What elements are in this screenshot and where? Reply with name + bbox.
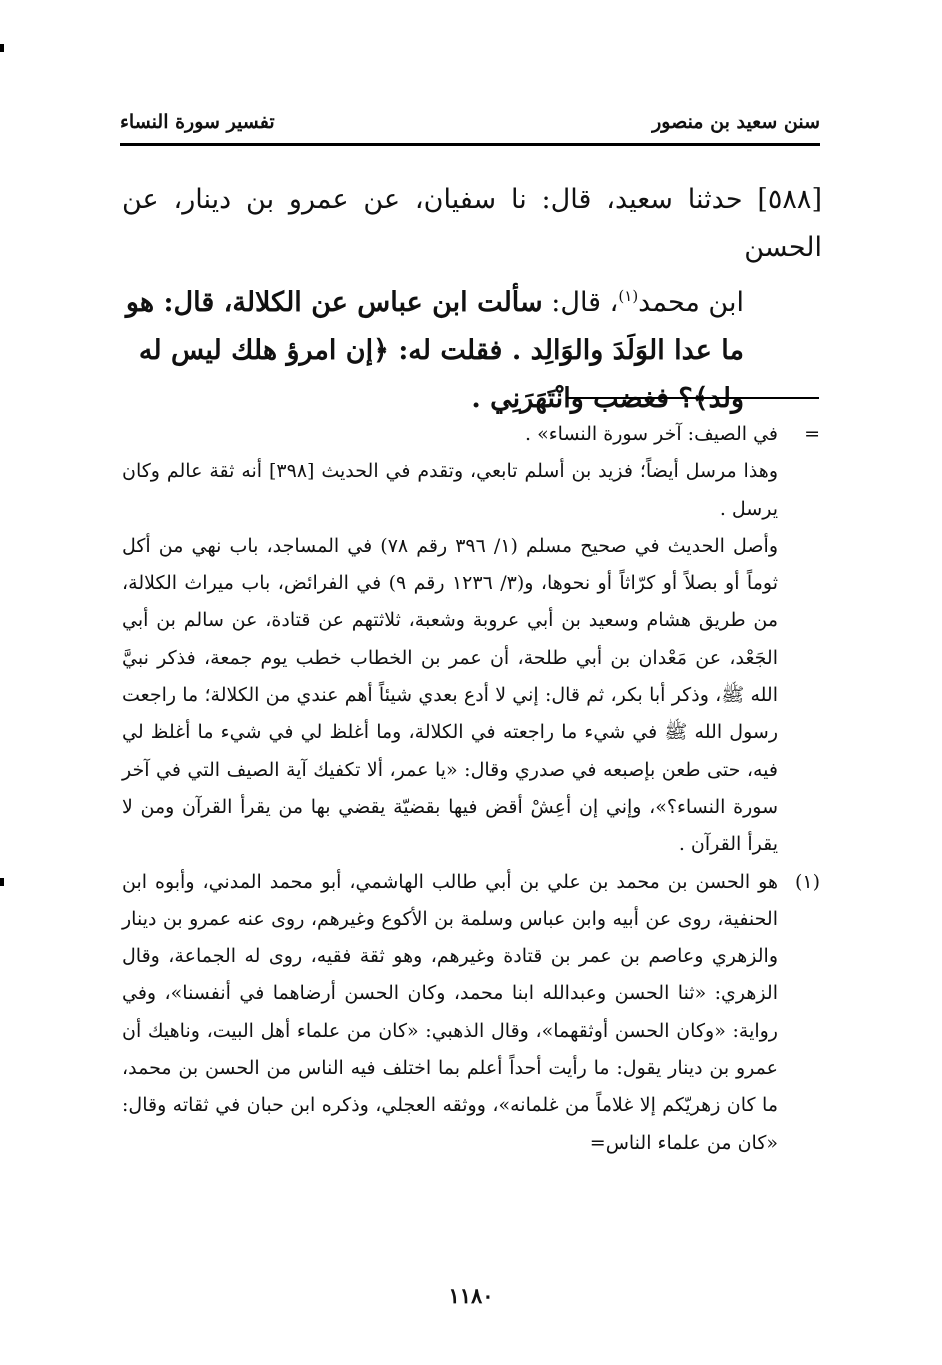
hadith-line-1: حدثنا سعيد، قال: نا سفيان، عن عمرو بن دينار، عن الحسن: [122, 184, 822, 263]
footnote-paragraph: وأصل الحديث في صحيح مسلم (١/ ٣٩٦ رقم ٧٨) في المساجد، باب نهي من أكل ثوماً أو بصلاً أو كرّاثاً أو نحوها، و(٣/ ١٢٣٦ رقم ٩) في الفرائض، باب ميراث الكلالة، من طريق هشام وسعيد بن أبي عروبة وشعبة، ثلاثتهم عن قتادة، عن سالم بن أبي الجَعْد، عن مَعْدان بن أبي طلحة، أن عمر بن الخطاب خطب يوم جمعة، فذكر نبيَّ الله ﷺ، وذكر أبا بكر، ثم قال: إني لا أدع بعدي شيئاً أهم عندي من الكلالة؛ ما راجعت رسول الله ﷺ في شيء ما راجعته في الكلالة، وما أغلظ لي في شيء ما أغلظ لي فيه، حتى طعن بإصبعه في صدري وقال: «يا عمر، ألا تكفيك آية الصيف التي في آخر سورة النساء؟»، وإني إن أعِشْ أقض فيها بقضيّة يقضي بها من يقرأ القرآن ومن لا يقرأ القرآن .: [122, 534, 778, 856]
scan-edge-mark: [0, 878, 4, 886]
footnote-paragraph: في الصيف: آخر سورة النساء» .: [525, 423, 778, 445]
hadith-text: [122, 176, 822, 423]
footnote-paragraph: وهذا مرسل أيضاً؛ فزيد بن أسلم تابعي، وتقدم في الحديث [٣٩٨] أنه ثقة عالم وكان يرسل .: [122, 460, 778, 520]
running-header: [120, 100, 820, 146]
continuation-marker: =: [804, 423, 820, 445]
footnote-continuation: [122, 416, 820, 864]
hadith-line-4: ولد﴾؟ فغضب وانْتَهَرَنِي .: [471, 383, 744, 414]
footnotes: [122, 416, 820, 1162]
hadith-line-2-after: ، قال:: [542, 287, 619, 318]
footnote-reference[interactable]: (١): [618, 287, 639, 305]
page-number: ١١٨٠: [448, 1283, 494, 1308]
hadith-line-2-bold: سألت ابن عباس عن الكلالة، قال: هو: [125, 287, 543, 318]
section-title: تفسير سورة النساء: [120, 111, 275, 133]
footnote-1: [122, 864, 820, 1162]
hadith-line-2-plain: ابن محمد: [638, 287, 744, 318]
hadith-line-3: ما عدا الوَلَدَ والوَالِد . فقلت له: ﴿إن امرؤ هلك ليس له: [138, 335, 744, 366]
hadith-number: [٥٨٨]: [757, 184, 822, 215]
footnote-separator: [566, 397, 819, 399]
book-title: سنن سعيد بن منصور: [652, 111, 820, 133]
footnote-1-label: (١): [794, 870, 820, 893]
footnote-1-text: هو الحسن بن محمد بن علي بن أبي طالب الهاشمي، أبو محمد المدني، وأبوه ابن الحنفية، روى عن أبيه وابن عباس وسلمة بن الأكوع وغيرهم، روى عنه عمرو بن دينار والزهري وعاصم بن عمر بن قتادة وغيرهم، وهو ثقة فقيه، روى له الجماعة، وقال الزهري: «ثنا الحسن وعبدالله ابنا محمد، وكان الحسن أرضاهما في أنفسنا»، وفي رواية: «وكان الحسن أوثقهما»، وقال الذهبي: «كان من علماء أهل البيت، وناهيك أن عمرو بن دينار يقول: ما رأيت أحداً أعلم بما اختلف فيه الناس من الحسن بن محمد، ما كان زهريّكم إلا غلاماً من غلمانه»، ووثقه العجلي، وذكره ابن حبان في ثقاته وقال: «كان من علماء الناس=: [122, 870, 778, 1154]
scan-edge-mark: [0, 44, 4, 52]
